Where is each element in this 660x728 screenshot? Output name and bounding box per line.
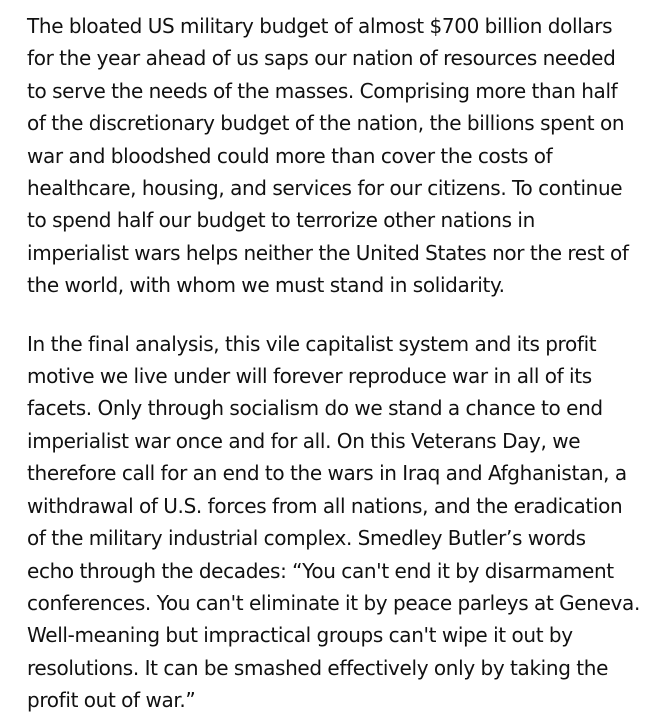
text-line: conferences. You can't eliminate it by peace parleys at Geneva. <box>27 590 640 615</box>
text-line: In the final analysis, this vile capitalist system and its profit <box>27 331 597 356</box>
paragraph-final-analysis <box>27 328 646 717</box>
text-line: of the discretionary budget of the nation, the billions spent on <box>27 111 625 136</box>
text-line: motive we live under will forever reproduce war in all of its <box>27 364 592 389</box>
text-line: profit out of war.” <box>27 688 196 713</box>
text-line: therefore call for an end to the wars in Iraq and Afghanistan, a <box>27 461 627 486</box>
text-line: healthcare, housing, and services for our citizens. To continue <box>27 176 623 201</box>
text-line: war and bloodshed could more than cover the costs of <box>27 143 553 168</box>
text-line: The bloated US military budget of almost $700 billion dollars <box>27 14 613 38</box>
text-line: imperialist war once and for all. On this Veterans Day, we <box>27 428 581 453</box>
text-line: Well-meaning but impractical groups can't wipe it out by <box>27 623 573 648</box>
text-line: to spend half our budget to terrorize other nations in <box>27 208 535 233</box>
text-line: echo through the decades: “You can't end it by disarmament <box>27 558 614 583</box>
text-line: resolutions. It can be smashed effectively only by taking the <box>27 655 609 680</box>
text-line: for the year ahead of us saps our nation of resources needed <box>27 46 616 71</box>
paragraph-military-budget <box>27 10 646 302</box>
text-line: withdrawal of U.S. forces from all nations, and the eradication <box>27 493 623 518</box>
text-line: of the military industrial complex. Smedley Butler’s words <box>27 526 586 551</box>
text-line: the world, with whom we must stand in solidarity. <box>27 273 505 298</box>
text-line: to serve the needs of the masses. Comprising more than half <box>27 78 618 103</box>
text-line: imperialist wars helps neither the United States nor the rest of <box>27 240 629 265</box>
text-line: facets. Only through socialism do we stand a chance to end <box>27 396 603 421</box>
